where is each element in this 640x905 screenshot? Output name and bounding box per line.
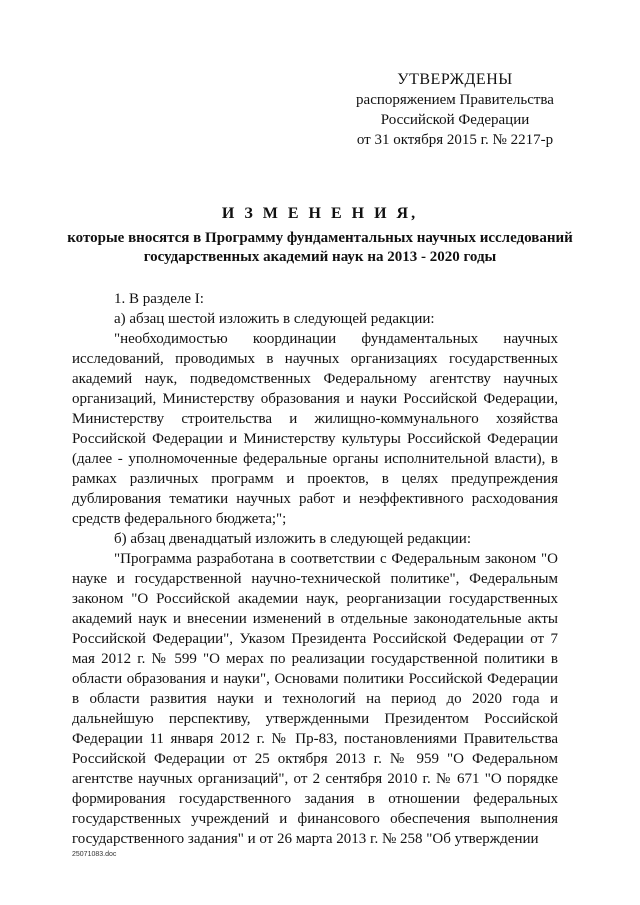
approval-heading: УТВЕРЖДЕНЫ bbox=[397, 71, 513, 88]
file-name-footer: 25071083.doc bbox=[72, 851, 117, 858]
document-subtitle: которые вносятся в Программу фундаментальных научных исследований государственных академий наук на 2013 - 2020 годы bbox=[67, 230, 573, 265]
paragraph-item-b: б) абзац двенадцатый изложить в следующей редакции: bbox=[114, 531, 471, 547]
approval-line-2: Российской Федерации bbox=[380, 112, 530, 128]
document-body bbox=[72, 289, 558, 849]
document-title: И З М Е Н Е Н И Я, bbox=[221, 205, 419, 222]
paragraph-quote-1: "необходимостью координации фундаментальных научных исследований, проводимых в научных организациях государственных академий наук, подведомственных Федеральному агентству научных организаций, Министерству образования и науки Российской Федерации, Министерству строительства и жилищно-коммунального хозяйства Российской Федерации и Министерству культуры Российской Федерации (далее - уполномоченные федеральные органы исполнительной власти), в рамках различных программ и проектов, в целях предупреждения дублирования тематики научных работ и неэффективного расходования средств федерального бюджета;"; bbox=[72, 331, 558, 527]
paragraph-section-heading: 1. В разделе I: bbox=[114, 291, 204, 307]
approval-line-1: распоряжением Правительства bbox=[356, 92, 554, 108]
paragraph-quote-2: "Программа разработана в соответствии с Федеральным законом "О науке и государственной научно-технической политике", Федеральным законом "О Российской академии наук, реорганизации государственных академий наук и внесении изменений в отдельные законодательные акты Российской Федерации", Указом Президента Российской Федерации от 7 мая 2012 г. № 599 "О мерах по реализации государственной политики в области образования и науки", Основами политики Российской Федерации в области развития науки и технологий на период до 2020 года и дальнейшую перспективу, утвержденными Президентом Российской Федерации 11 января 2012 г. № Пр-83, постановлениями Правительства Российской Федерации от 25 октября 2013 г. № 959 "О Федеральном агентстве научных организаций", от 2 сентября 2010 г. № 671 "О порядке формирования государственного задания в отношении федеральных государственных учреждений и финансового обеспечения выполнения государственного задания" и от 26 марта 2013 г. № 258 "Об утверждении bbox=[72, 551, 558, 847]
paragraph-item-a: а) абзац шестой изложить в следующей редакции: bbox=[114, 311, 435, 327]
approval-line-3: от 31 октября 2015 г. № 2217-р bbox=[356, 132, 554, 148]
approval-block bbox=[330, 70, 580, 150]
